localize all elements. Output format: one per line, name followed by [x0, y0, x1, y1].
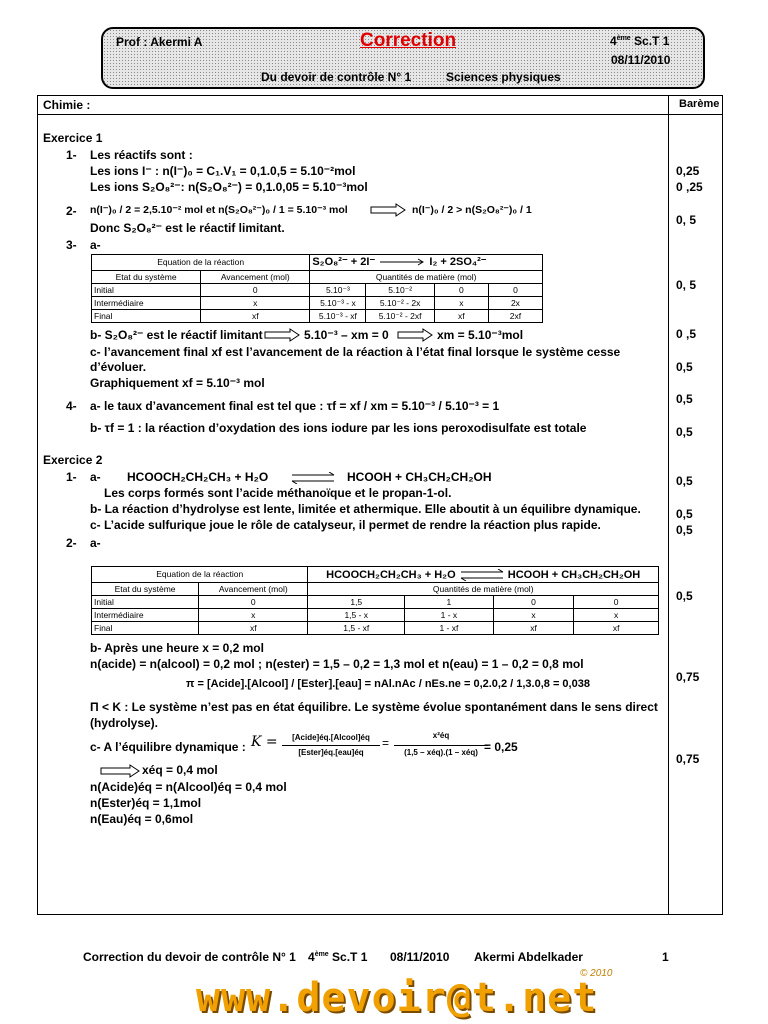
- table-head-advancement: Avancement (mol): [199, 583, 308, 596]
- table-eq-label: Equation de la réaction: [92, 567, 308, 583]
- equilibrium-arrow-icon: [290, 472, 336, 484]
- ex1-q4-b: b- τf = 1 : la réaction d’oxydation des ions iodure par les ions peroxodisulfate est totale: [90, 421, 587, 435]
- ex1-q1-iodide: Les ions I⁻ : n(I⁻)₀ = C₁.V₁ = 0,1.0,5 = 5.10⁻²mol: [90, 164, 356, 178]
- ex2-result-acid: n(Acide)éq = n(Alcool)éq = 0,4 mol: [90, 780, 287, 794]
- table-cell: 0: [201, 284, 310, 297]
- table-head-state: Etat du système: [92, 583, 199, 596]
- mark-value: 0,5: [676, 523, 693, 537]
- k-numerator: [Acide]éq.[Alcool]éq: [292, 733, 370, 742]
- k-denominator: [Ester]éq.[eau]éq: [298, 748, 364, 757]
- ex1-b-right: xm = 5.10⁻³mol: [437, 328, 524, 342]
- table-row: [92, 596, 659, 609]
- table-cell: xf: [201, 310, 310, 323]
- ex1-b-left: b- S₂O₈²⁻ est le réactif limitant: [90, 328, 263, 342]
- table-cell: x: [201, 297, 310, 310]
- header-subtitle: Du devoir de contrôle N° 1: [261, 70, 412, 84]
- mark-value: 0 ,5: [676, 327, 697, 341]
- table-row: [92, 609, 659, 622]
- mark-value: 0, 5: [676, 213, 697, 227]
- table-eq-label: Equation de la réaction: [92, 255, 310, 271]
- mark-value: 0,5: [676, 392, 693, 406]
- header-date: 08/11/2010: [611, 53, 671, 67]
- table-row: [92, 310, 543, 323]
- table-row: [92, 284, 543, 297]
- mark-value: 0,75: [676, 670, 700, 684]
- ex1-advancement-table: [91, 254, 543, 323]
- mark-value: 0, 5: [676, 278, 697, 292]
- ex2-equation-right: HCOOH + CH₃CH₂CH₂OH: [347, 470, 492, 484]
- ex2-q1-number: 1-: [66, 470, 77, 484]
- table-cell: 5.10⁻² - 2x: [366, 297, 434, 310]
- header-subject: Sciences physiques: [446, 70, 561, 84]
- table-cell: xf: [574, 622, 659, 635]
- table-cell: 2xf: [488, 310, 542, 323]
- footer-class: 4ème Sc.T 1: [308, 950, 368, 964]
- ex1-q1-persulfate: Les ions S₂O₈²⁻: n(S₂O₈²⁻) = 0,1.0,05 = 5.10⁻³mol: [90, 180, 368, 194]
- ex2-line3: c- L’acide sulfurique joue le rôle de catalyseur, il permet de rendre la réaction plus rapide.: [90, 518, 601, 532]
- mark-value: 0,25: [676, 164, 700, 178]
- table-cell: Initial: [92, 284, 201, 297]
- footer-author: Akermi Abdelkader: [474, 950, 583, 964]
- reaction-arrow-icon: [378, 258, 426, 266]
- logo-copyright: © 2010: [580, 968, 613, 979]
- table-cell: x: [574, 609, 659, 622]
- page-title: Correction: [360, 30, 457, 51]
- mark-value: 0,5: [676, 425, 693, 439]
- bareme-header: Barème: [679, 98, 720, 110]
- footer-title: Correction du devoir de contrôle N° 1: [83, 950, 296, 964]
- ex1-c-line3: Graphiquement xf = 5.10⁻³ mol: [90, 376, 265, 390]
- header-row-divider: [37, 114, 722, 115]
- table-cell: 5.10⁻³ - xf: [310, 310, 366, 323]
- ex2-comparison-line2: (hydrolyse).: [90, 716, 159, 730]
- table-cell: x: [199, 609, 308, 622]
- ex1-q1-text: Les réactifs sont :: [90, 148, 193, 162]
- k-result: = 0,25: [484, 740, 518, 754]
- mark-value: 0 ,25: [676, 180, 703, 194]
- ex2-line2: b- La réaction d’hydrolyse est lente, limitée et athermique. Elle aboutit à un équilibre dynamique.: [90, 502, 641, 516]
- teacher-name: Prof : Akermi A: [116, 35, 203, 49]
- table-cell: 1 - xf: [405, 622, 494, 635]
- ex1-q3-number: 3-: [66, 238, 77, 252]
- table-head-state: Etat du système: [92, 271, 201, 284]
- table-cell: 5.10⁻³: [310, 284, 366, 297]
- ex2-line1: Les corps formés sont l’acide méthanoïque et le propan-1-ol.: [104, 486, 452, 500]
- ex2-q2-number: 2-: [66, 536, 77, 550]
- implies-arrow-icon: [370, 203, 406, 217]
- table-cell: x: [434, 297, 488, 310]
- ex1-q4-number: 4-: [66, 399, 77, 413]
- footer-date: 08/11/2010: [390, 950, 450, 964]
- table-cell: Initial: [92, 596, 199, 609]
- ex1-q2-ratios: n(I⁻)₀ / 2 = 2,5.10⁻² mol et n(S₂O₈²⁻)₀ / 1 = 5.10⁻³ mol: [90, 204, 348, 216]
- ex2-result-ester: n(Ester)éq = 1,1mol: [90, 796, 202, 810]
- table-cell: xf: [493, 622, 574, 635]
- ex2-advancement-table: [91, 566, 659, 635]
- mark-value: 0,5: [676, 474, 693, 488]
- implies-arrow-icon: [100, 764, 140, 778]
- table-cell: 1,5 - x: [308, 609, 405, 622]
- table-cell: 1,5: [308, 596, 405, 609]
- ex1-c-line2: d’évoluer.: [90, 360, 147, 374]
- ex2-comparison-line1: Π < K : Le système n’est pas en état équilibre. Le système évolue spontanément dans le sens direct: [90, 700, 658, 714]
- table-cell: 0: [199, 596, 308, 609]
- exercise-1-title: Exercice 1: [43, 131, 103, 145]
- page-number: 1: [662, 950, 669, 964]
- ex1-q2-conclusion: Donc S₂O₈²⁻ est le réactif limitant.: [90, 221, 285, 235]
- mark-value: 0,5: [676, 507, 693, 521]
- mark-value: 0,75: [676, 752, 700, 766]
- ex1-q2-comparison: n(I⁻)₀ / 2 > n(S₂O₈²⁻)₀ / 1: [412, 204, 532, 216]
- ex1-b-mid: 5.10⁻³ – xm = 0: [304, 328, 389, 342]
- table-cell: xf: [199, 622, 308, 635]
- table-cell: Intermédiaire: [92, 297, 201, 310]
- class-label: 4ème Sc.T 1: [610, 34, 670, 48]
- table-row: [92, 622, 659, 635]
- table-cell: 5.10⁻²: [366, 284, 434, 297]
- fraction-bar: [394, 745, 488, 746]
- table-equation: S₂O₈²⁻ + 2I⁻ I₂ + 2SO₄²⁻: [310, 255, 543, 271]
- equals-sign: =: [382, 736, 390, 750]
- column-divider: [668, 95, 669, 914]
- table-cell: xf: [434, 310, 488, 323]
- table-equation: HCOOCH₂CH₂CH₃ + H₂O HCOOH + CH₃CH₂CH₂OH: [308, 567, 659, 583]
- table-cell: Final: [92, 622, 199, 635]
- ex1-c-line1: c- l’avancement final xf est l’avancement de la réaction à l’état final lorsque le système cesse: [90, 345, 621, 359]
- equilibrium-arrow-icon: [459, 569, 505, 581]
- table-cell: 5.10⁻² - 2xf: [366, 310, 434, 323]
- k-numerator-2: x²éq: [432, 731, 450, 740]
- site-logo: www.devoir@t.net: [196, 975, 598, 1021]
- table-cell: 1,5 - xf: [308, 622, 405, 635]
- table-cell: 0: [434, 284, 488, 297]
- ex2-b-line2: n(acide) = n(alcool) = 0,2 mol ; n(ester) = 1,5 – 0,2 = 1,3 mol et n(eau) = 1 – 0,2 = 0,8 mol: [90, 657, 584, 671]
- implies-arrow-icon: [264, 328, 300, 342]
- section-chimie: Chimie :: [43, 98, 91, 112]
- ex2-result-xeq: xéq = 0,4 mol: [142, 763, 218, 777]
- mark-value: 0,5: [676, 360, 693, 374]
- table-cell: x: [493, 609, 574, 622]
- ex2-result-water: n(Eau)éq = 0,6mol: [90, 812, 194, 826]
- table-head-quantities: Quantités de matière (mol): [308, 583, 659, 596]
- exercise-2-title: Exercice 2: [43, 453, 103, 467]
- ex1-q2-number: 2-: [66, 204, 77, 218]
- ex2-c-text: c- A l’équilibre dynamique :: [90, 740, 246, 754]
- ex1-q1-number: 1-: [66, 148, 77, 162]
- table-head-advancement: Avancement (mol): [201, 271, 310, 284]
- table-cell: Final: [92, 310, 201, 323]
- table-cell: 1: [405, 596, 494, 609]
- ex1-q3-a: a-: [90, 238, 101, 252]
- table-cell: Intermédiaire: [92, 609, 199, 622]
- ex2-pi-formula: π = [Acide].[Alcool] / [Ester].[eau] = nAl.nAc / nEs.ne = 0,2.0,2 / 1,3.0,8 = 0,038: [186, 678, 590, 690]
- mark-value: 0,5: [676, 589, 693, 603]
- ex2-q1-a: a-: [90, 470, 101, 484]
- fraction-bar: [282, 745, 380, 746]
- ex2-b-line1: b- Après une heure x = 0,2 mol: [90, 641, 264, 655]
- ex2-q2-a: a-: [90, 536, 101, 550]
- table-cell: 2x: [488, 297, 542, 310]
- table-head-quantities: Quantités de matière (mol): [310, 271, 543, 284]
- ex2-equation-left: HCOOCH₂CH₂CH₃ + H₂O: [127, 470, 269, 484]
- k-denominator-2: (1,5 – xéq).(1 – xéq): [404, 748, 478, 757]
- table-cell: 5.10⁻³ - x: [310, 297, 366, 310]
- k-symbol: K =: [251, 734, 278, 750]
- table-cell: 0: [574, 596, 659, 609]
- table-row: [92, 297, 543, 310]
- table-cell: 0: [493, 596, 574, 609]
- table-cell: 0: [488, 284, 542, 297]
- implies-arrow-icon: [397, 328, 433, 342]
- table-cell: 1 - x: [405, 609, 494, 622]
- ex1-q4-a: a- le taux d’avancement final est tel que : τf = xf / xm = 5.10⁻³ / 5.10⁻³ = 1: [90, 399, 500, 413]
